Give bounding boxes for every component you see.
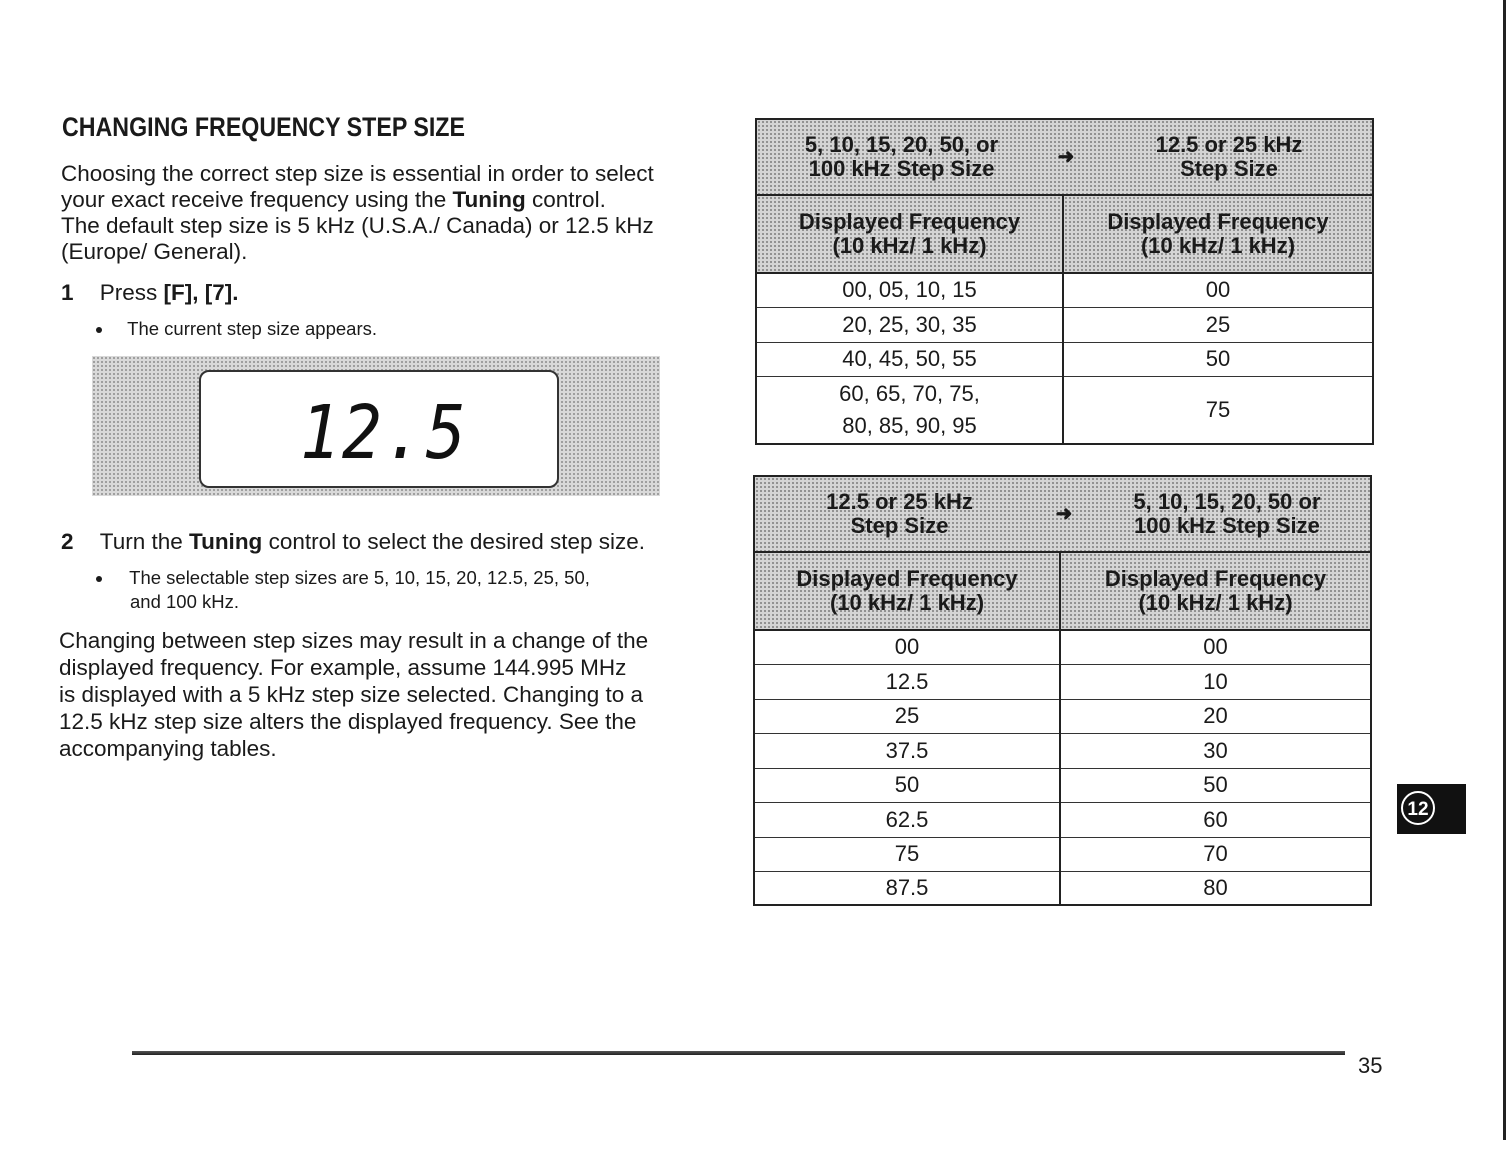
table-cell: 62.5 xyxy=(754,802,1060,837)
table-cell: 75 xyxy=(1063,376,1373,444)
table-cell: 75 xyxy=(754,837,1060,871)
arrow-right-icon: ➜ xyxy=(1055,503,1073,525)
table-cell: 60 xyxy=(1060,802,1371,837)
table-cell: 80 xyxy=(1060,871,1371,905)
from-step-size-title: 12.5 or 25 kHz Step Size xyxy=(826,489,973,538)
table-row xyxy=(754,630,1371,664)
table-row xyxy=(756,376,1373,444)
table-row xyxy=(756,273,1373,307)
step-1-bullet: The current step size appears. xyxy=(96,318,377,340)
bullet-icon xyxy=(96,327,102,333)
table-row xyxy=(754,768,1371,802)
table-title-row xyxy=(754,476,1371,552)
table-cell: 50 xyxy=(1060,768,1371,802)
table-cell: 20, 25, 30, 35 xyxy=(756,307,1063,342)
column-header: Displayed Frequency (10 kHz/ 1 kHz) xyxy=(754,552,1060,630)
column-header: Displayed Frequency (10 kHz/ 1 kHz) xyxy=(756,195,1063,273)
table-cell: 10 xyxy=(1060,664,1371,699)
intro-line-1: Choosing the correct step size is essential in order to select xyxy=(61,161,654,186)
conversion-table-to-12-5 xyxy=(755,118,1374,445)
to-step-size-title: 5, 10, 15, 20, 50 or 100 kHz Step Size xyxy=(1133,489,1321,538)
table-cell: 25 xyxy=(1063,307,1373,342)
body-line-5: accompanying tables. xyxy=(59,736,277,761)
lcd-step-size-value: 12.5 xyxy=(300,390,468,476)
table-cell: 60, 65, 70, 75, 80, 85, 90, 95 xyxy=(756,376,1063,444)
column-header: Displayed Frequency (10 kHz/ 1 kHz) xyxy=(1063,195,1373,273)
page-title: CHANGING FREQUENCY STEP SIZE xyxy=(62,112,465,142)
table-cell: 37.5 xyxy=(754,733,1060,768)
table-row xyxy=(754,733,1371,768)
table-cell: 25 xyxy=(754,699,1060,733)
table-cell: 00 xyxy=(754,630,1060,664)
table-cell: 50 xyxy=(1063,342,1373,376)
step-1: 1 Press [F], [7]. xyxy=(61,280,239,305)
table-cell: 12.5 xyxy=(754,664,1060,699)
column-header: Displayed Frequency (10 kHz/ 1 kHz) xyxy=(1060,552,1371,630)
bullet-icon xyxy=(96,576,102,582)
conversion-table-from-12-5 xyxy=(753,475,1372,906)
intro-line-2: your exact receive frequency using the Tuning control. xyxy=(61,187,606,212)
from-step-size-title: 5, 10, 15, 20, 50, or 100 kHz Step Size xyxy=(804,132,999,181)
body-line-2: displayed frequency. For example, assume 144.995 MHz xyxy=(59,655,627,680)
table-row xyxy=(754,837,1371,871)
footer-rule xyxy=(132,1051,1345,1055)
table-row xyxy=(756,342,1373,376)
to-step-size-title: 12.5 or 25 kHz Step Size xyxy=(1155,132,1303,181)
table-cell: 50 xyxy=(754,768,1060,802)
arrow-right-icon: ➜ xyxy=(1057,146,1075,168)
intro-line-4: (Europe/ General). xyxy=(61,239,248,264)
table-cell: 20 xyxy=(1060,699,1371,733)
intro-line-3: The default step size is 5 kHz (U.S.A./ Canada) or 12.5 kHz xyxy=(61,213,654,238)
table-cell: 40, 45, 50, 55 xyxy=(756,342,1063,376)
table-cell: 00 xyxy=(1063,273,1373,307)
step-2-bullet: The selectable step sizes are 5, 10, 15, 20, 12.5, 25, 50, xyxy=(96,567,590,589)
table-cell: 87.5 xyxy=(754,871,1060,905)
step-2-bullet-cont: and 100 kHz. xyxy=(130,591,240,612)
table-row xyxy=(756,307,1373,342)
table-cell: 70 xyxy=(1060,837,1371,871)
tuning-term: Tuning xyxy=(189,529,263,554)
step-2-number: 2 xyxy=(61,529,74,554)
table-row xyxy=(754,802,1371,837)
table-cell: 00 xyxy=(1060,630,1371,664)
table-cell: 00, 05, 10, 15 xyxy=(756,273,1063,307)
page-edge xyxy=(1503,0,1506,1140)
table-row xyxy=(754,871,1371,905)
table-cell: 30 xyxy=(1060,733,1371,768)
step-1-number: 1 xyxy=(61,280,74,305)
step-1-keys: [F], [7]. xyxy=(163,280,239,305)
body-line-4: 12.5 kHz step size alters the displayed frequency. See the xyxy=(59,709,637,734)
table-row xyxy=(754,664,1371,699)
tuning-term: Tuning xyxy=(452,187,526,212)
page-number: 35 xyxy=(1358,1053,1383,1078)
table-title-row xyxy=(756,119,1373,195)
body-line-1: Changing between step sizes may result in a change of the xyxy=(59,628,649,653)
chapter-number-badge: 12 xyxy=(1401,791,1435,825)
body-line-3: is displayed with a 5 kHz step size selected. Changing to a xyxy=(59,682,644,707)
table-row xyxy=(754,699,1371,733)
step-2: 2 Turn the Tuning control to select the desired step size. xyxy=(61,529,646,554)
